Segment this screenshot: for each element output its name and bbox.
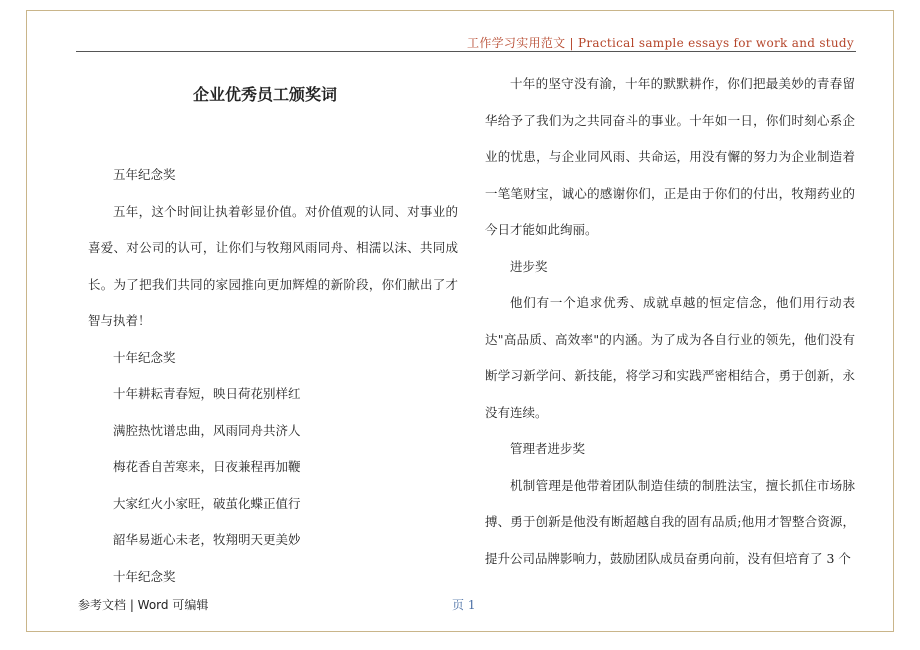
paragraph: 进步奖 xyxy=(510,258,548,274)
header-divider xyxy=(76,51,856,52)
footer-label: 参考文档 | Word 可编辑 xyxy=(78,598,209,612)
paragraph: 韶华易逝心未老，牧翔明天更美妙 xyxy=(113,532,301,547)
paragraph: 大家红火小家旺，破茧化蝶正值行 xyxy=(113,495,301,511)
paragraph: 五年纪念奖 xyxy=(113,167,176,182)
paragraph: 他们有一个追求优秀、成就卓越的恒定信念，他们用行动表达"高品质、高效率"的内涵。为了成为各自行业的领先，他们没有断学习新学问、新技能，将学习和实践严密相结合，勇于创新，永没有连续。 xyxy=(485,295,855,420)
paragraph: 机制管理是他带着团队制造佳绩的制胜法宝，擅长抓住市场脉搏、勇于创新是他没有断超越自我的固有品质;他用才智整合资源，提升公司品牌影响力，鼓励团队成员奋勇向前，没有但培育了 3 个 xyxy=(485,477,855,566)
paragraph: 十年耕耘青春短，映日荷花别样红 xyxy=(113,386,301,401)
paragraph: 十年纪念奖 xyxy=(113,349,176,365)
paragraph: 十年的坚守没有渝，十年的默默耕作，你们把最美妙的青春留华给予了我们为之共同奋斗的事业。十年如一日，你们时刻心系企业的忧患，与企业同风雨、共命运，用没有懈的努力为企业制造着一笔笔财宝，诚心的感谢你们，正是由于你们的付出，牧翔药业的今日才能如此绚丽。 xyxy=(485,76,855,237)
left-column xyxy=(88,157,458,595)
paragraph: 十年纪念奖 xyxy=(113,568,176,584)
paragraph: 梅花香自苦寒来，日夜兼程再加鞭 xyxy=(113,459,301,474)
paragraph: 满腔热忱谱忠曲，风雨同舟共济人 xyxy=(113,422,301,438)
page-number: 页 1 xyxy=(452,598,476,612)
page-header: 工作学习实用范文 | Practical sample essays for work and study xyxy=(467,36,854,50)
right-column xyxy=(485,66,855,577)
paragraph: 管理者进步奖 xyxy=(510,441,586,456)
document-title: 企业优秀员工颁奖词 xyxy=(192,85,337,104)
paragraph: 五年，这个时间让执着彰显价值。对价值观的认同、对事业的喜爱、对公司的认可，让你们与牧翔风雨同舟、相濡以沫、共同成长。为了把我们共同的家园推向更加辉煌的新阶段，你们献出了才智与执着！ xyxy=(88,203,458,328)
